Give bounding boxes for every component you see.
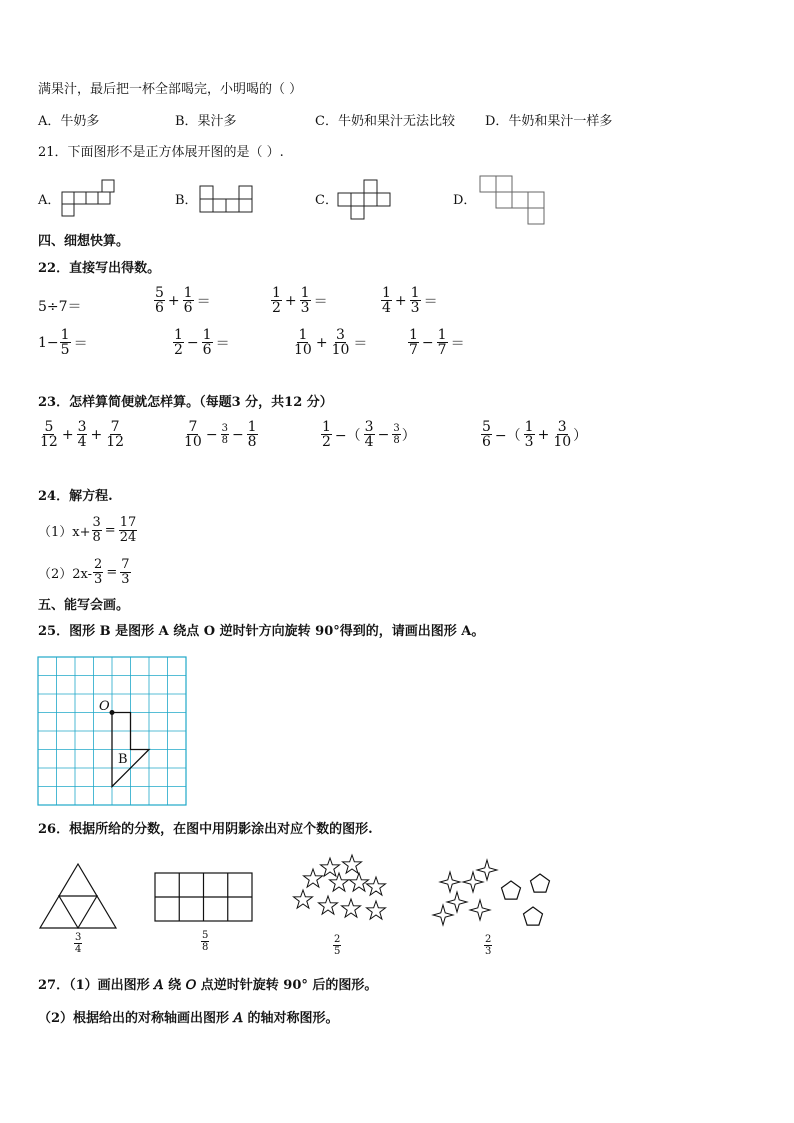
stars-and-pentagons-figure [430, 852, 560, 932]
section-4-heading: 四、细想快算。 [38, 234, 130, 249]
q22-problem-5: 1− $\frac{1}{5}$ ＝ [38, 327, 88, 358]
q23-expr-2: $\frac{7}{10}$ − $\frac{3}{8}$ − $\frac{1}{8}$ [184, 419, 257, 450]
q20-option-d: D．牛奶和果汁一样多 [485, 114, 613, 129]
q26-question: 26．根据所给的分数，在图中用阴影涂出对应个数的图形. [38, 822, 373, 837]
q20-option-c: C．牛奶和果汁无法比较 [315, 114, 455, 129]
q23-expr-4: $\frac{5}{6}$ −（ $\frac{1}{3}$ + $\frac{3}{10}$ ） [482, 419, 588, 450]
point-o-label: O [99, 699, 110, 714]
q24-equation-2: （2）2x- $\frac{2}{3}$ = $\frac{7}{3}$ [38, 557, 130, 587]
figure-b-label: B [118, 752, 128, 767]
net-d-figure [480, 176, 550, 228]
q21-question: 21．下面图形不是正方体展开图的是（ ）. [38, 145, 284, 160]
rotation-grid [38, 657, 188, 807]
q20-option-b: B．果汁多 [175, 114, 237, 129]
q22-problem-4: $\frac{1}{4}$ + $\frac{1}{3}$ ＝ [382, 285, 438, 316]
q22-problem-1: 5÷7＝ [38, 299, 82, 315]
q27-part-1: 27．（1）画出图形 𝐴 绕 𝑂 点逆时针旋转 90° 后的图形。 [38, 978, 378, 993]
q25-question: 25．图形 B 是图形 A 绕点 O 逆时针方向旋转 90°得到的，请画出图形 A。 [38, 624, 485, 639]
q27-part-2: （2）根据给出的对称轴画出图形 𝐴 的轴对称图形。 [38, 1011, 339, 1026]
net-b-figure [200, 186, 260, 216]
ten-stars-figure [288, 852, 392, 932]
q21-label-a: A． [38, 193, 61, 208]
q21-label-b: B． [175, 193, 198, 208]
q20-continuation: 满果汁，最后把一杯全部喝完，小明喝的（ ） [38, 82, 303, 97]
q20-option-a: A．牛奶多 [38, 114, 100, 129]
fraction-two-thirds: $\frac{2}{3}$ [485, 934, 492, 957]
q24-title: 24．解方程. [38, 489, 113, 504]
fraction-two-fifths: $\frac{2}{5}$ [334, 934, 341, 957]
q23-expr-3: $\frac{1}{2}$ −（ $\frac{3}{4}$ − $\frac{3}{8}$ ） [322, 419, 416, 450]
q22-title: 22．直接写出得数。 [38, 261, 161, 276]
net-c-figure [338, 180, 398, 222]
point-o-marker [110, 710, 115, 715]
q21-label-c: C． [315, 193, 338, 208]
q22-problem-2: $\frac{5}{6}$ + $\frac{1}{6}$ ＝ [155, 285, 211, 316]
q24-equation-1: （1）x+ $\frac{3}{8}$ = $\frac{17}{24}$ [38, 515, 137, 545]
q22-problem-8: $\frac{1}{7}$ − $\frac{1}{7}$ ＝ [409, 327, 465, 358]
fraction-five-eighths: $\frac{5}{8}$ [202, 930, 209, 953]
q21-label-d: D． [453, 193, 477, 208]
fraction-three-quarters: $\frac{3}{4}$ [75, 932, 82, 955]
section-5-heading: 五、能写会画。 [38, 598, 130, 613]
triangle-figure [38, 864, 122, 930]
q22-problem-3: $\frac{1}{2}$ + $\frac{1}{3}$ ＝ [272, 285, 328, 316]
q23-title: 23．怎样算简便就怎样算。（每题3 分，共12 分） [38, 395, 333, 410]
net-a-figure [62, 180, 122, 220]
q22-problem-6: $\frac{1}{2}$ − $\frac{1}{6}$ ＝ [174, 327, 230, 358]
q22-problem-7: $\frac{1}{10}$ + $\frac{3}{10}$ ＝ [294, 327, 368, 358]
q23-expr-1: $\frac{5}{12}$ + $\frac{3}{4}$ + $\frac{7}{12}$ [40, 419, 125, 450]
rectangle-grid-figure [154, 872, 254, 924]
